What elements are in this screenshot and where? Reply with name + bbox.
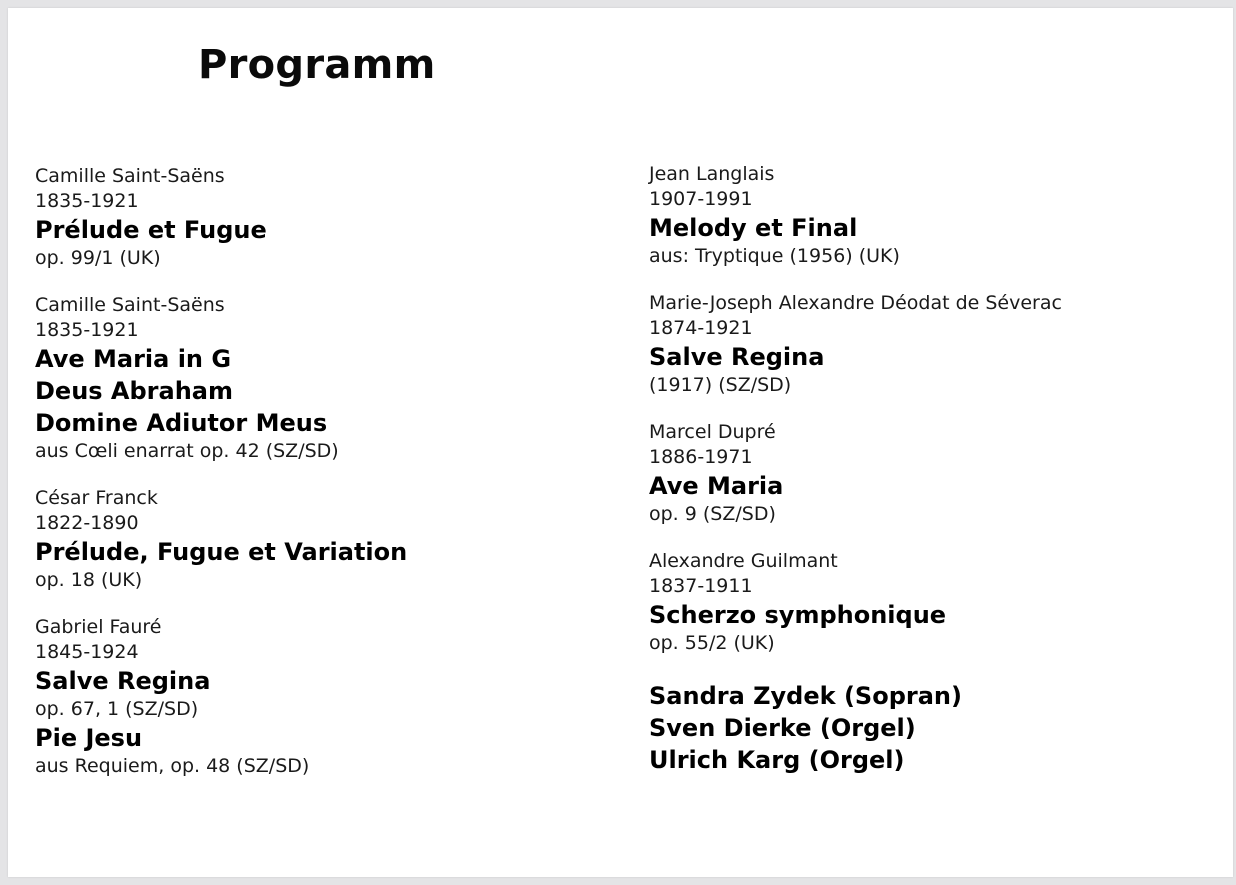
right-column <box>649 162 1209 776</box>
program-entry <box>35 615 595 779</box>
composer-years: 1907-1991 <box>649 188 753 210</box>
work-title: Ave Maria <box>649 472 784 500</box>
composer-name: Gabriel Fauré <box>35 616 162 638</box>
work-detail: aus: Tryptique (1956) (UK) <box>649 245 900 267</box>
performer-name: Ulrich Karg (Orgel) <box>649 746 905 774</box>
work-detail: op. 55/2 (UK) <box>649 632 775 654</box>
work-title: Domine Adiutor Meus <box>35 409 328 437</box>
work-detail: op. 18 (UK) <box>35 569 143 591</box>
work-detail: aus Cœli enarrat op. 42 (SZ/SD) <box>35 440 339 462</box>
work-title: Deus Abraham <box>35 377 233 405</box>
page-title: Programm <box>198 42 436 88</box>
performer-name: Sandra Zydek (Sopran) <box>649 682 962 710</box>
composer-name: Marie-Joseph Alexandre Déodat de Séverac <box>649 292 1062 314</box>
program-entry <box>649 162 1209 269</box>
composer-years: 1874-1921 <box>649 317 753 339</box>
composer-years: 1837-1911 <box>649 575 753 597</box>
program-entry <box>649 291 1209 398</box>
composer-name: Camille Saint-Saëns <box>35 165 225 187</box>
performer-name: Sven Dierke (Orgel) <box>649 714 916 742</box>
composer-name: Jean Langlais <box>649 163 775 185</box>
work-detail: op. 9 (SZ/SD) <box>649 503 776 525</box>
program-entry <box>35 164 595 271</box>
composer-years: 1845-1924 <box>35 641 139 663</box>
work-detail: op. 67, 1 (SZ/SD) <box>35 698 199 720</box>
program-entry <box>35 293 595 464</box>
program-entry <box>649 420 1209 527</box>
composer-name: César Franck <box>35 487 158 509</box>
work-title: Salve Regina <box>35 667 211 695</box>
composer-years: 1835-1921 <box>35 319 139 341</box>
program-entry <box>35 486 595 593</box>
work-title: Prélude, Fugue et Variation <box>35 538 408 566</box>
composer-name: Marcel Dupré <box>649 421 776 443</box>
composer-years: 1835-1921 <box>35 190 139 212</box>
composer-years: 1886-1971 <box>649 446 753 468</box>
work-title: Pie Jesu <box>35 724 143 752</box>
program-entry <box>649 549 1209 656</box>
composer-years: 1822-1890 <box>35 512 139 534</box>
program-sheet <box>8 8 1233 877</box>
work-title: Salve Regina <box>649 343 825 371</box>
work-title: Ave Maria in G <box>35 345 232 373</box>
performers-list <box>649 680 1209 776</box>
composer-name: Camille Saint-Saëns <box>35 294 225 316</box>
composer-name: Alexandre Guilmant <box>649 550 838 572</box>
work-title: Scherzo symphonique <box>649 601 947 629</box>
work-title: Prélude et Fugue <box>35 216 267 244</box>
work-detail: op. 99/1 (UK) <box>35 247 161 269</box>
left-column <box>35 164 595 779</box>
work-detail: aus Requiem, op. 48 (SZ/SD) <box>35 755 310 777</box>
work-title: Melody et Final <box>649 214 858 242</box>
work-detail: (1917) (SZ/SD) <box>649 374 792 396</box>
